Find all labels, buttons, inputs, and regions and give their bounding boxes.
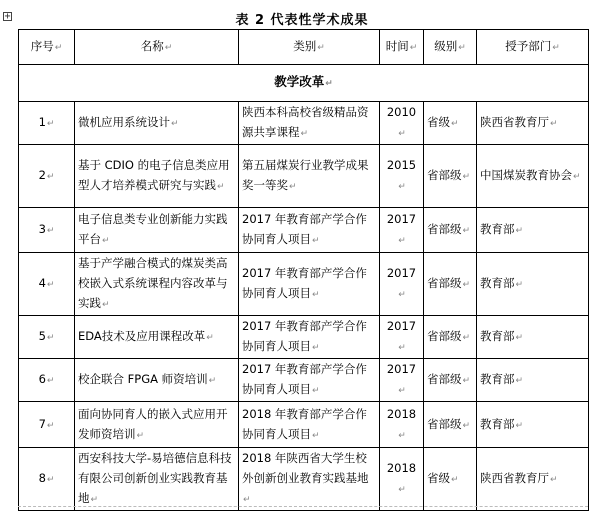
cell-name[interactable]: 微机应用系统设计↵ xyxy=(75,102,239,145)
cell-category[interactable]: 2017 年教育部产学合作协同育人项目↵ xyxy=(239,208,380,253)
move-handle-icon[interactable]: + xyxy=(4,11,11,22)
cell-grantor[interactable]: 教育部↵ xyxy=(477,208,589,253)
cell-time[interactable]: 2017↵ xyxy=(380,359,424,402)
table-row xyxy=(19,359,589,402)
section-row xyxy=(19,65,589,102)
cell-index[interactable]: 2↵ xyxy=(19,145,75,208)
cell-time[interactable]: 2017↵ xyxy=(380,208,424,253)
table-row xyxy=(19,402,589,448)
cell-level[interactable]: 省部级↵ xyxy=(424,253,477,316)
cell-index[interactable]: 4↵ xyxy=(19,253,75,316)
header-time[interactable]: 时间↵ xyxy=(380,30,424,65)
cell-category[interactable]: 2017 年教育部产学合作协同育人项目↵ xyxy=(239,359,380,402)
cell-level[interactable]: 省部级↵ xyxy=(424,359,477,402)
cell-name[interactable]: 面向协同育人的嵌入式应用开发师资培训↵ xyxy=(75,402,239,448)
table-row xyxy=(19,208,589,253)
cell-time[interactable]: 2018↵ xyxy=(380,402,424,448)
cell-index[interactable]: 3↵ xyxy=(19,208,75,253)
cell-grantor[interactable]: 教育部↵ xyxy=(477,316,589,359)
cell-level[interactable]: 省部级↵ xyxy=(424,208,477,253)
header-row xyxy=(19,30,589,65)
cell-category[interactable]: 2018 年陕西省大学生校外创新创业教育实践基地↵ xyxy=(239,448,380,511)
table-row xyxy=(19,316,589,359)
cell-level[interactable]: 省部级↵ xyxy=(424,402,477,448)
header-category[interactable]: 类别↵ xyxy=(239,30,380,65)
table-row xyxy=(19,145,589,208)
cell-index[interactable]: 7↵ xyxy=(19,402,75,448)
section-title[interactable]: 教学改革↵ xyxy=(19,65,589,102)
cell-time[interactable]: 2015↵ xyxy=(380,145,424,208)
cell-index[interactable]: 1↵ xyxy=(19,102,75,145)
cell-name[interactable]: 西安科技大学-易培德信息科技有限公司创新创业实践教育基地↵ xyxy=(75,448,239,511)
cell-grantor[interactable]: 中国煤炭教育协会↵ xyxy=(477,145,589,208)
cell-name[interactable]: 电子信息类专业创新能力实践平台↵ xyxy=(75,208,239,253)
cell-grantor[interactable]: 陕西省教育厅↵ xyxy=(477,448,589,511)
header-grantor[interactable]: 授予部门↵ xyxy=(477,30,589,65)
achievements-table xyxy=(18,29,589,511)
cell-index[interactable]: 8↵ xyxy=(19,448,75,511)
table-row xyxy=(19,102,589,145)
cell-index[interactable]: 5↵ xyxy=(19,316,75,359)
cell-level[interactable]: 省部级↵ xyxy=(424,145,477,208)
cell-category[interactable]: 第五届煤炭行业教学成果奖一等奖↵ xyxy=(239,145,380,208)
cell-category[interactable]: 陕西本科高校省级精品资源共享课程↵ xyxy=(239,102,380,145)
header-level[interactable]: 级别↵ xyxy=(424,30,477,65)
cell-name[interactable]: EDA技术及应用课程改革↵ xyxy=(75,316,239,359)
cell-name[interactable]: 基于产学融合模式的煤炭类高校嵌入式系统课程内容改革与实践↵ xyxy=(75,253,239,316)
header-name[interactable]: 名称↵ xyxy=(75,30,239,65)
table-title: 表 2 代表性学术成果 xyxy=(235,13,369,28)
cell-name[interactable]: 校企联合 FPGA 师资培训↵ xyxy=(75,359,239,402)
cell-time[interactable]: 2018↵ xyxy=(380,448,424,511)
cell-category[interactable]: 2017 年教育部产学合作协同育人项目↵ xyxy=(239,316,380,359)
cell-grantor[interactable]: 教育部↵ xyxy=(477,253,589,316)
cell-level[interactable]: 省部级↵ xyxy=(424,316,477,359)
cell-category[interactable]: 2017 年教育部产学合作协同育人项目↵ xyxy=(239,253,380,316)
cell-grantor[interactable]: 陕西省教育厅↵ xyxy=(477,102,589,145)
cell-category[interactable]: 2018 年教育部产学合作协同育人项目↵ xyxy=(239,402,380,448)
cell-level[interactable]: 省级↵ xyxy=(424,102,477,145)
cell-grantor[interactable]: 教育部↵ xyxy=(477,402,589,448)
table-row xyxy=(19,253,589,316)
cell-level[interactable]: 省级↵ xyxy=(424,448,477,511)
header-index[interactable]: 序号↵ xyxy=(19,30,75,65)
cell-time[interactable]: 2010↵ xyxy=(380,102,424,145)
cell-name[interactable]: 基于 CDIO 的电子信息类应用型人才培养模式研究与实践↵ xyxy=(75,145,239,208)
table-row xyxy=(19,448,589,511)
page-divider xyxy=(18,506,588,507)
cell-grantor[interactable]: 教育部↵ xyxy=(477,359,589,402)
cell-time[interactable]: 2017↵ xyxy=(380,253,424,316)
cell-time[interactable]: 2017↵ xyxy=(380,316,424,359)
cell-index[interactable]: 6↵ xyxy=(19,359,75,402)
